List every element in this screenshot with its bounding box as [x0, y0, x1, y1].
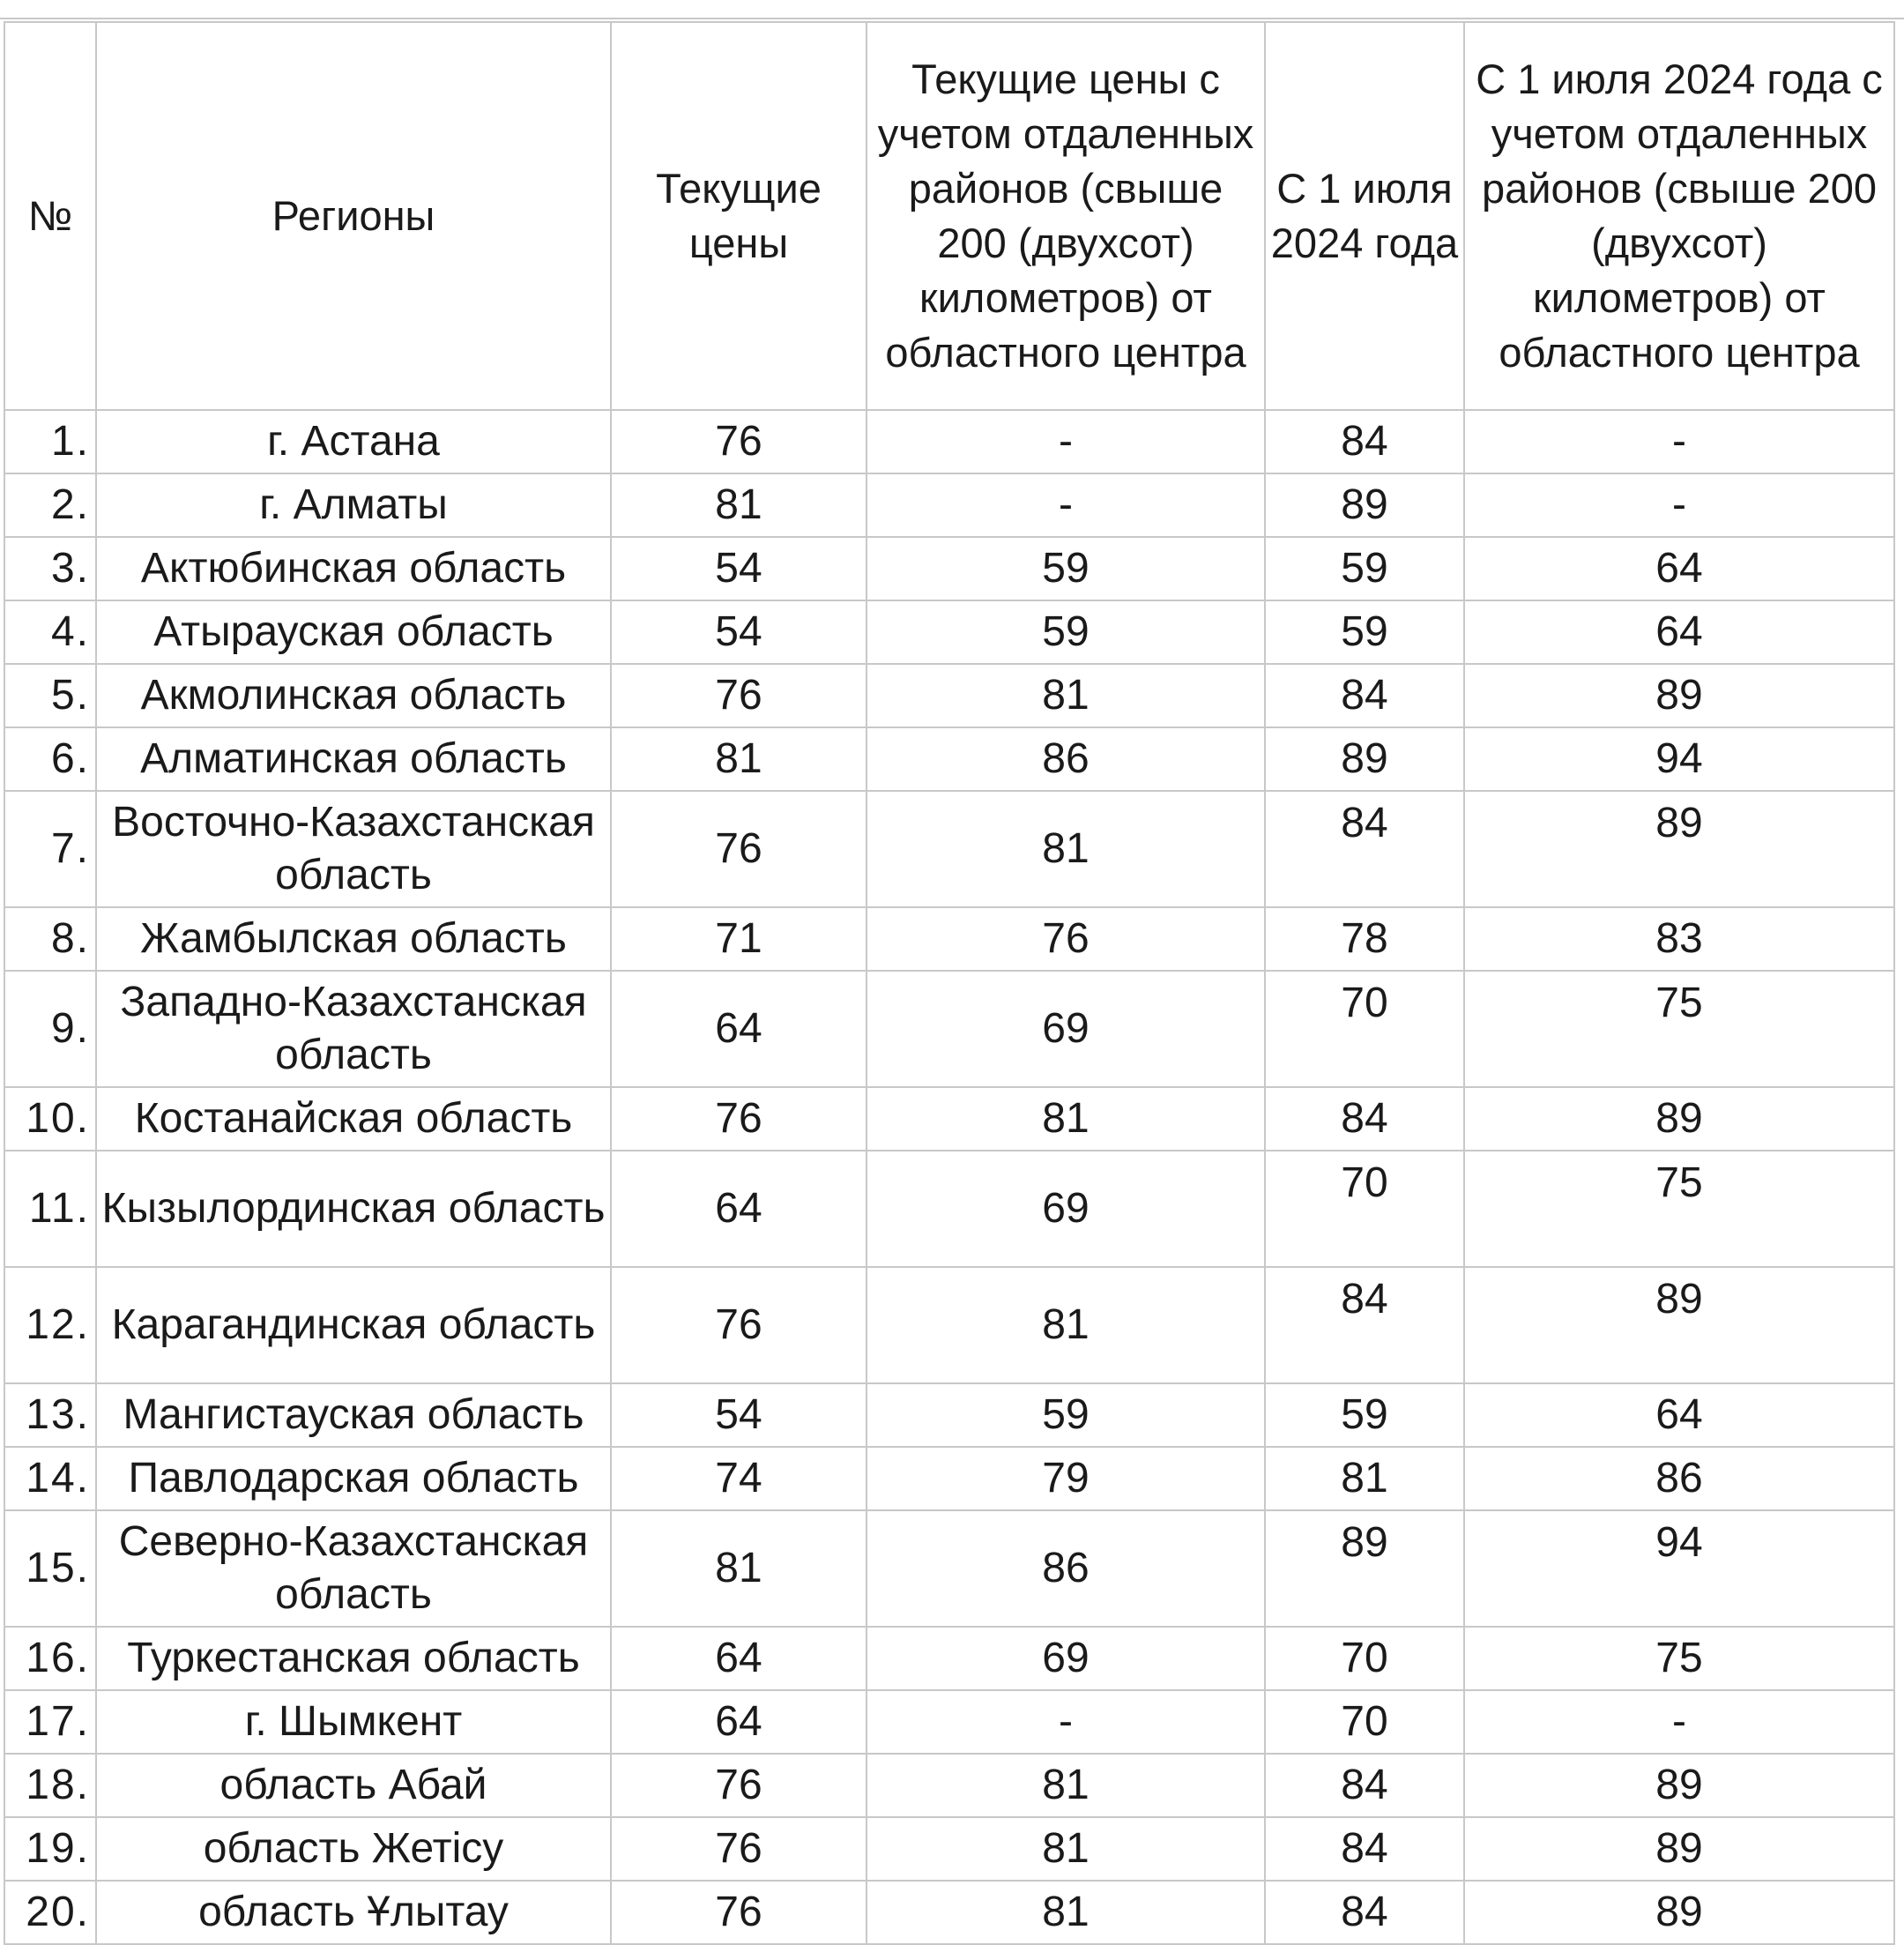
- value-cell-from-july: 84: [1265, 410, 1464, 473]
- row-number-cell: 12.: [4, 1267, 96, 1383]
- value-cell-from-july: 84: [1265, 664, 1464, 727]
- value-cell-from-july-remote: 89: [1464, 1881, 1894, 1944]
- value-cell-current-remote: -: [866, 473, 1265, 537]
- row-number-cell: 9.: [4, 971, 96, 1087]
- row-number-cell: 14.: [4, 1447, 96, 1510]
- region-cell: Акмолинская область: [96, 664, 611, 727]
- row-number-cell: 20.: [4, 1881, 96, 1944]
- value-cell-from-july: 89: [1265, 1510, 1464, 1627]
- value-cell-from-july: 84: [1265, 1754, 1464, 1817]
- value-cell-from-july: 84: [1265, 1267, 1464, 1383]
- value-cell-current-remote: 81: [866, 1817, 1265, 1881]
- region-cell: Карагандинская область: [96, 1267, 611, 1383]
- value-cell-current-remote: 81: [866, 791, 1265, 907]
- table-row: [4, 473, 1894, 537]
- value-cell-from-july-remote: -: [1464, 1690, 1894, 1754]
- table-row: [4, 1447, 1894, 1510]
- row-number-cell: 10.: [4, 1087, 96, 1151]
- table-row: [4, 907, 1894, 971]
- region-cell: Западно-Казахстанская область: [96, 971, 611, 1087]
- table-row: [4, 1817, 1894, 1881]
- table-body: [4, 410, 1894, 1944]
- row-number-cell: 16.: [4, 1627, 96, 1690]
- value-cell-from-july: 78: [1265, 907, 1464, 971]
- value-cell-current: 64: [611, 971, 866, 1087]
- value-cell-from-july: 81: [1265, 1447, 1464, 1510]
- table-row: [4, 664, 1894, 727]
- value-cell-from-july: 59: [1265, 600, 1464, 664]
- row-number-cell: 15.: [4, 1510, 96, 1627]
- value-cell-current: 64: [611, 1151, 866, 1267]
- region-cell: Костанайская область: [96, 1087, 611, 1151]
- value-cell-from-july: 84: [1265, 1817, 1464, 1881]
- value-cell-from-july-remote: -: [1464, 410, 1894, 473]
- price-table: [4, 21, 1895, 1945]
- value-cell-current-remote: 59: [866, 537, 1265, 600]
- value-cell-current-remote: -: [866, 410, 1265, 473]
- region-cell: г. Алматы: [96, 473, 611, 537]
- value-cell-current: 81: [611, 473, 866, 537]
- row-number-cell: 1.: [4, 410, 96, 473]
- value-cell-current-remote: 86: [866, 1510, 1265, 1627]
- value-cell-from-july: 59: [1265, 537, 1464, 600]
- row-number-cell: 2.: [4, 473, 96, 537]
- value-cell-current-remote: 59: [866, 1383, 1265, 1447]
- row-number-cell: 8.: [4, 907, 96, 971]
- region-cell: Алматинская область: [96, 727, 611, 791]
- value-cell-current-remote: 69: [866, 1627, 1265, 1690]
- value-cell-from-july-remote: 64: [1464, 600, 1894, 664]
- value-cell-current-remote: 81: [866, 1754, 1265, 1817]
- value-cell-from-july-remote: 89: [1464, 791, 1894, 907]
- region-cell: Актюбинская область: [96, 537, 611, 600]
- value-cell-from-july-remote: 86: [1464, 1447, 1894, 1510]
- column-header-number: №: [4, 22, 96, 410]
- table-row: [4, 791, 1894, 907]
- table-row: [4, 1627, 1894, 1690]
- region-cell: Восточно-Казахстанская область: [96, 791, 611, 907]
- value-cell-current: 76: [611, 1881, 866, 1944]
- value-cell-current-remote: -: [866, 1690, 1265, 1754]
- table-row: [4, 600, 1894, 664]
- value-cell-current-remote: 59: [866, 600, 1265, 664]
- row-number-cell: 6.: [4, 727, 96, 791]
- value-cell-from-july: 89: [1265, 727, 1464, 791]
- table-row: [4, 1151, 1894, 1267]
- value-cell-current: 71: [611, 907, 866, 971]
- value-cell-current: 76: [611, 1267, 866, 1383]
- value-cell-from-july: 84: [1265, 1881, 1464, 1944]
- value-cell-from-july-remote: 94: [1464, 1510, 1894, 1627]
- value-cell-current: 76: [611, 410, 866, 473]
- value-cell-from-july: 89: [1265, 473, 1464, 537]
- table-row: [4, 1087, 1894, 1151]
- region-cell: Жамбылская область: [96, 907, 611, 971]
- value-cell-current-remote: 79: [866, 1447, 1265, 1510]
- value-cell-current: 76: [611, 1754, 866, 1817]
- value-cell-current: 54: [611, 600, 866, 664]
- table-row: [4, 1267, 1894, 1383]
- region-cell: область Жетісу: [96, 1817, 611, 1881]
- value-cell-from-july-remote: 89: [1464, 664, 1894, 727]
- region-cell: Туркестанская область: [96, 1627, 611, 1690]
- column-header-region: Регионы: [96, 22, 611, 410]
- value-cell-current: 64: [611, 1690, 866, 1754]
- value-cell-from-july-remote: 83: [1464, 907, 1894, 971]
- value-cell-current: 76: [611, 664, 866, 727]
- value-cell-from-july-remote: 75: [1464, 1627, 1894, 1690]
- header-row: [4, 22, 1894, 410]
- column-header-from-july-remote: С 1 июля 2024 года с учетом отдаленных районов (свыше 200 (двухсот) километров) от областного центра: [1464, 22, 1894, 410]
- value-cell-from-july: 70: [1265, 1690, 1464, 1754]
- value-cell-from-july: 70: [1265, 1627, 1464, 1690]
- region-cell: г. Астана: [96, 410, 611, 473]
- table-row: [4, 1754, 1894, 1817]
- sheet-top-border: [0, 18, 1904, 19]
- table-row: [4, 1881, 1894, 1944]
- value-cell-current-remote: 81: [866, 1087, 1265, 1151]
- table-row: [4, 1690, 1894, 1754]
- value-cell-current: 76: [611, 1817, 866, 1881]
- value-cell-from-july: 70: [1265, 1151, 1464, 1267]
- row-number-cell: 4.: [4, 600, 96, 664]
- value-cell-current-remote: 69: [866, 971, 1265, 1087]
- column-header-current: Текущие цены: [611, 22, 866, 410]
- value-cell-from-july-remote: 75: [1464, 1151, 1894, 1267]
- table-row: [4, 1510, 1894, 1627]
- value-cell-from-july-remote: 89: [1464, 1267, 1894, 1383]
- region-cell: Северно-Казахстанская область: [96, 1510, 611, 1627]
- value-cell-current-remote: 69: [866, 1151, 1265, 1267]
- value-cell-from-july-remote: 94: [1464, 727, 1894, 791]
- value-cell-current-remote: 81: [866, 1881, 1265, 1944]
- column-header-current-remote: Текущие цены с учетом отдаленных районов (свыше 200 (двухсот) километров) от областного центра: [866, 22, 1265, 410]
- table-row: [4, 1383, 1894, 1447]
- table-row: [4, 727, 1894, 791]
- value-cell-current-remote: 76: [866, 907, 1265, 971]
- value-cell-from-july: 84: [1265, 791, 1464, 907]
- row-number-cell: 13.: [4, 1383, 96, 1447]
- value-cell-current: 54: [611, 537, 866, 600]
- value-cell-current: 54: [611, 1383, 866, 1447]
- value-cell-from-july: 70: [1265, 971, 1464, 1087]
- row-number-cell: 19.: [4, 1817, 96, 1881]
- value-cell-from-july-remote: 89: [1464, 1754, 1894, 1817]
- value-cell-from-july-remote: 89: [1464, 1817, 1894, 1881]
- value-cell-current: 81: [611, 1510, 866, 1627]
- value-cell-current: 81: [611, 727, 866, 791]
- row-number-cell: 11.: [4, 1151, 96, 1267]
- value-cell-current: 76: [611, 1087, 866, 1151]
- value-cell-current-remote: 81: [866, 1267, 1265, 1383]
- value-cell-from-july-remote: -: [1464, 473, 1894, 537]
- table-row: [4, 537, 1894, 600]
- row-number-cell: 18.: [4, 1754, 96, 1817]
- value-cell-from-july-remote: 64: [1464, 537, 1894, 600]
- region-cell: область Абай: [96, 1754, 611, 1817]
- value-cell-from-july: 84: [1265, 1087, 1464, 1151]
- value-cell-current: 74: [611, 1447, 866, 1510]
- region-cell: область Ұлытау: [96, 1881, 611, 1944]
- table-row: [4, 971, 1894, 1087]
- region-cell: Мангистауская область: [96, 1383, 611, 1447]
- value-cell-current: 64: [611, 1627, 866, 1690]
- row-number-cell: 7.: [4, 791, 96, 907]
- row-number-cell: 17.: [4, 1690, 96, 1754]
- value-cell-current-remote: 81: [866, 664, 1265, 727]
- value-cell-from-july-remote: 89: [1464, 1087, 1894, 1151]
- region-cell: г. Шымкент: [96, 1690, 611, 1754]
- value-cell-from-july: 59: [1265, 1383, 1464, 1447]
- value-cell-current: 76: [611, 791, 866, 907]
- value-cell-from-july-remote: 75: [1464, 971, 1894, 1087]
- region-cell: Атырауская область: [96, 600, 611, 664]
- region-cell: Павлодарская область: [96, 1447, 611, 1510]
- column-header-from-july: С 1 июля 2024 года: [1265, 22, 1464, 410]
- row-number-cell: 5.: [4, 664, 96, 727]
- table-row: [4, 410, 1894, 473]
- value-cell-current-remote: 86: [866, 727, 1265, 791]
- region-cell: Кызылординская область: [96, 1151, 611, 1267]
- value-cell-from-july-remote: 64: [1464, 1383, 1894, 1447]
- row-number-cell: 3.: [4, 537, 96, 600]
